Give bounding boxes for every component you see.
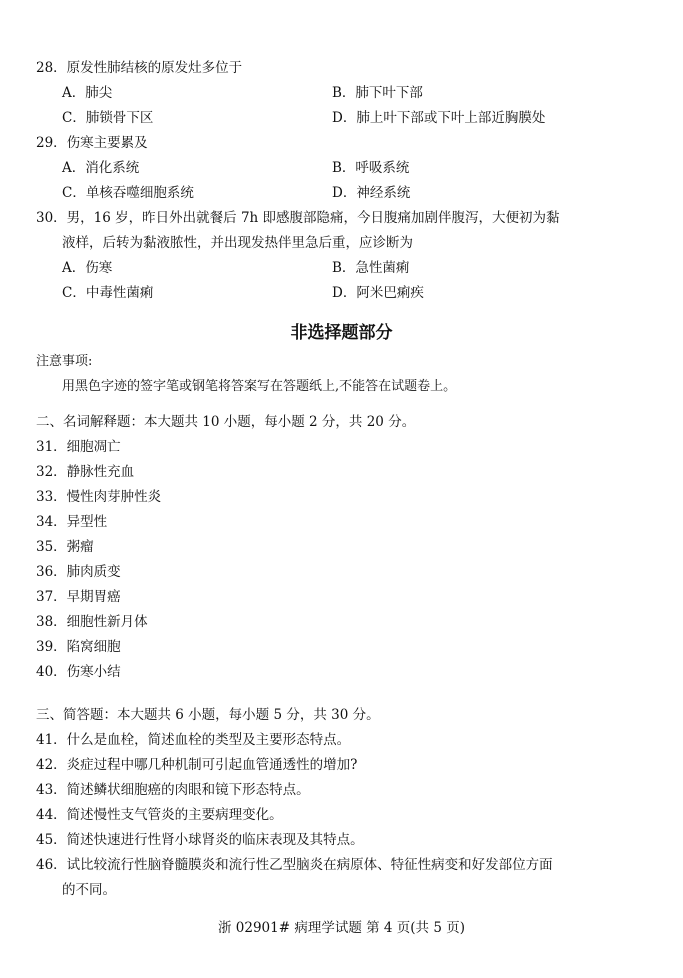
question-30-stem-continued: 液样，后转为黏液脓性，并出现发热伴里急后重，应诊断为 [62, 235, 413, 251]
question-30-option-b: B．急性菌痢 [332, 260, 410, 276]
question-29-option-c: C．单核吞噬细胞系统 [62, 185, 194, 201]
short-answer-item: 44．简述慢性支气管炎的主要病理变化。 [36, 807, 283, 823]
notice-title: 注意事项: [36, 354, 93, 369]
section-title: 非选择题部分 [290, 323, 393, 343]
question-30-stem: 30．男，16 岁，昨日外出就餐后 7h 即感腹部隐痛，今日腹痛加剧伴腹泻，大便初为黏 [36, 210, 560, 226]
term-item: 38．细胞性新月体 [36, 614, 148, 630]
term-item: 37．早期胃癌 [36, 589, 121, 605]
question-28-option-a: A．肺尖 [62, 85, 113, 101]
question-29-stem: 29．伤寒主要累及 [36, 135, 148, 151]
term-item: 34．异型性 [36, 514, 108, 530]
term-item: 36．肺肉质变 [36, 564, 121, 580]
question-28-option-d: D．肺上叶下部或下叶上部近胸膜处 [332, 110, 546, 126]
short-answer-item: 45．简述快速进行性肾小球肾炎的临床表现及其特点。 [36, 832, 364, 848]
question-29-option-b: B．呼吸系统 [332, 160, 410, 176]
notice-text: 用黑色字迹的签字笔或钢笔将答案写在答题纸上,不能答在试题卷上。 [62, 379, 457, 394]
term-item: 32．静脉性充血 [36, 464, 135, 480]
term-item: 31．细胞凋亡 [36, 439, 121, 455]
short-answer-item: 46．试比较流行性脑脊髓膜炎和流行性乙型脑炎在病原体、特征性病变和好发部位方面 [36, 857, 553, 873]
part2-header: 二、名词解释题：本大题共 10 小题，每小题 2 分，共 20 分。 [36, 414, 416, 430]
question-30-option-a: A．伤寒 [62, 260, 113, 276]
short-answer-item: 43．简述鳞状细胞癌的肉眼和镜下形态特点。 [36, 782, 310, 798]
term-item: 35．粥瘤 [36, 539, 94, 555]
question-28-stem: 28．原发性肺结核的原发灶多位于 [36, 60, 243, 76]
short-answer-item: 42．炎症过程中哪几种机制可引起血管通透性的增加? [36, 757, 358, 773]
short-answer-item-continued: 的不同。 [62, 882, 116, 898]
term-item: 40．伤寒小结 [36, 664, 121, 680]
term-item: 39．陷窝细胞 [36, 639, 121, 655]
question-30-option-d: D．阿米巴痢疾 [332, 285, 424, 301]
short-answer-item: 41．什么是血栓，简述血栓的类型及主要形态特点。 [36, 732, 351, 748]
term-item: 33．慢性肉芽肿性炎 [36, 489, 162, 505]
part3-header: 三、简答题：本大题共 6 小题，每小题 5 分，共 30 分。 [36, 707, 380, 723]
question-30-option-c: C．中毒性菌痢 [62, 285, 154, 301]
page-footer: 浙 02901# 病理学试题 第 4 页(共 5 页) [217, 920, 465, 936]
question-28-option-c: C．肺锁骨下区 [62, 110, 154, 126]
question-29-option-d: D．神经系统 [332, 185, 411, 201]
question-28-option-b: B．肺下叶下部 [332, 85, 423, 101]
question-29-option-a: A．消化系统 [62, 160, 140, 176]
